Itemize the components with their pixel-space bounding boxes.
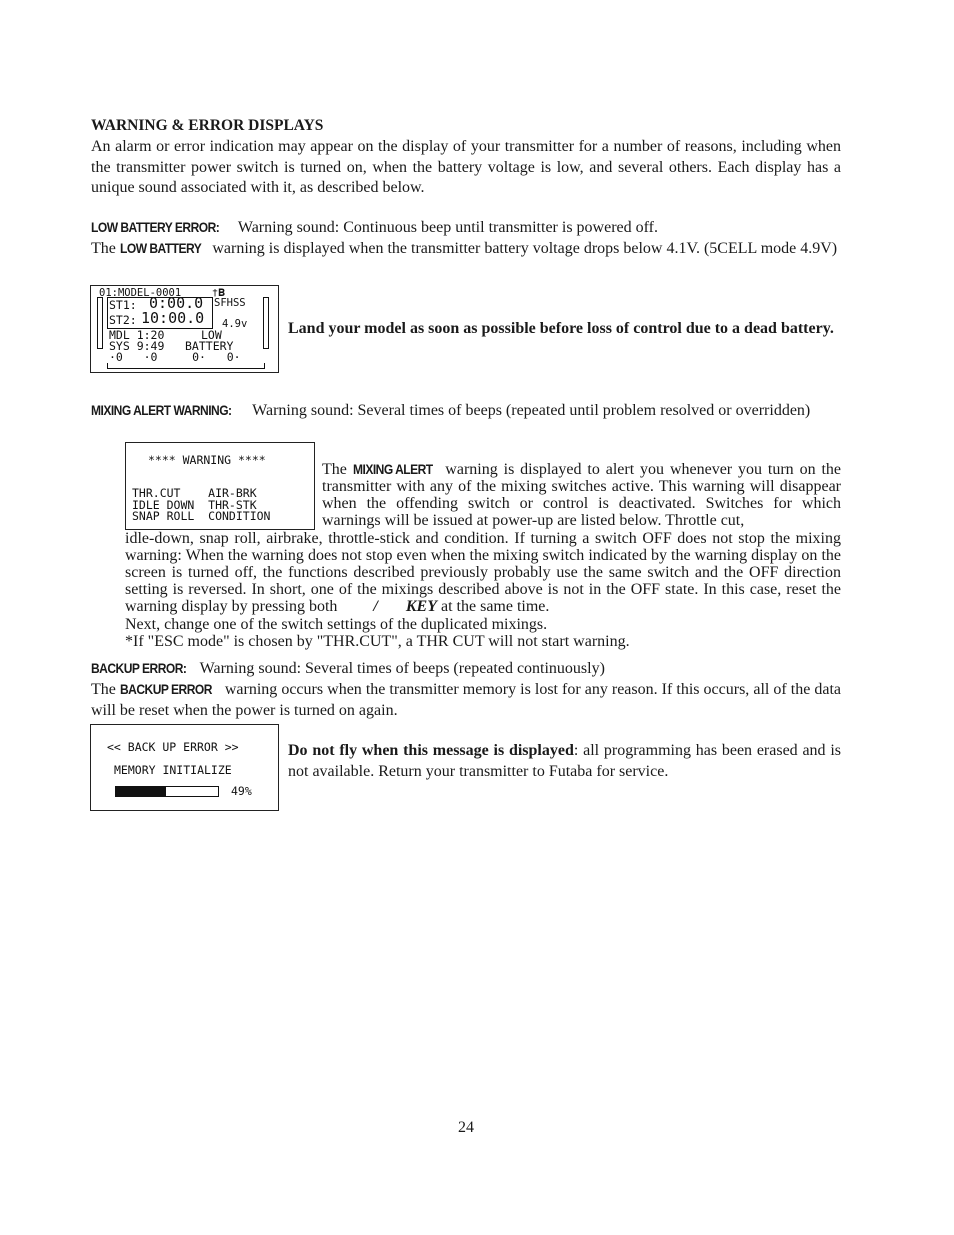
- mixing-desc-rest: idle-down, snap roll, airbrake, throttle-stick and condition. If turning a switch OFF does not stop the mixing warning: When the warning does not stop even when the mixing switch indicated by the warning display on the screen is turned off, the functions described previously probably use the same switch and the OFF direction setting is reversed. In short, one of the mixings described above is not in the OFF state. In this case, reset the warning display by pressing both: [125, 530, 841, 615]
- low-battery-description: [91, 238, 841, 260]
- mixing-lcd-row1: THR.CUT AIR-BRK: [132, 486, 257, 500]
- mixing-heading: MIXING ALERT WARNING:: [91, 402, 232, 418]
- page-number: 24: [458, 1119, 474, 1136]
- st2-label: ST2:: [109, 313, 137, 327]
- backup-advice-bold: Do not fly when this message is displayed: [288, 742, 574, 759]
- mixing-sound: Warning sound: Several times of beeps (repeated until problem resolved or overridden): [248, 402, 811, 419]
- mixing-term: MIXING ALERT: [352, 461, 433, 477]
- lcd-model-line: 01:MODEL-0001: [99, 287, 182, 299]
- backup-desc-post: warning occurs when the transmitter memory is lost for any reason. If this occurs, all of the data will be reset when the power is turned on again.: [91, 681, 842, 719]
- trim-values: ·0 ·0 0· 0·: [109, 350, 241, 364]
- backup-heading-line: [91, 658, 841, 680]
- memory-progress-bar: [115, 786, 219, 797]
- key-label: KEY: [405, 598, 437, 615]
- backup-error-lcd: [90, 724, 279, 811]
- memory-progress-fill: [116, 787, 166, 796]
- antenna-icon: †𝐁: [212, 288, 226, 299]
- low-battery-lcd: [90, 285, 279, 373]
- battery-text: BATTERY: [185, 339, 234, 353]
- mixing-desc-pre: The: [322, 461, 353, 478]
- mixing-note: *If "ESC mode" is chosen by "THR.CUT", a THR CUT will not start warning.: [125, 633, 630, 650]
- st2-value: 10:00.0: [141, 309, 205, 327]
- backup-description: [91, 679, 841, 721]
- backup-lcd-line2: MEMORY INITIALIZE: [114, 763, 232, 777]
- backup-desc-pre: The: [91, 681, 120, 698]
- backup-advice-rest: : all programming has been erased and is not available. Return your transmitter to Futaba for service.: [288, 742, 841, 780]
- mixing-lcd-title: **** WARNING ****: [148, 453, 266, 467]
- intro-paragraph: An alarm or error indication may appear on the display of your transmitter for a number of reasons, including when the transmitter power switch is turned on, when the battery voltage is low, and several others. Each display has a unique sound associated with it, as described below.: [91, 138, 841, 196]
- modulation-mode: SFHSS: [214, 297, 246, 309]
- key-post: at the same time.: [437, 598, 550, 615]
- backup-lcd-line1: << BACK UP ERROR >>: [107, 740, 239, 754]
- backup-heading: BACKUP ERROR:: [91, 660, 187, 676]
- low-battery-heading-line: [91, 217, 841, 239]
- bottom-trim-bar: [107, 363, 265, 369]
- mdl-time: MDL 1:20: [109, 328, 165, 342]
- low-text: LOW: [201, 328, 222, 342]
- low-battery-desc-post: warning is displayed when the transmitter battery voltage drops below 4.1V. (5CELL mode 4.9V): [208, 240, 838, 257]
- mixing-description-rest: [125, 530, 841, 615]
- mixing-next: Next, change one of the switch settings of the duplicated mixings.: [125, 616, 548, 633]
- mixing-lcd-row2: IDLE DOWN THR-STK: [132, 498, 257, 512]
- low-battery-sound: Warning sound: Continuous beep until transmitter is powered off.: [234, 219, 658, 236]
- left-trim-bar: [97, 297, 103, 349]
- sys-time: SYS 9:49: [109, 339, 165, 353]
- st1-value: 0:00.0: [149, 294, 204, 312]
- mixing-warning-lcd: [125, 442, 315, 530]
- progress-percent: 49%: [231, 784, 252, 798]
- backup-sound: Warning sound: Several times of beeps (repeated continuously): [195, 660, 605, 677]
- key-slash: /: [373, 598, 378, 615]
- mixing-lcd-row3: SNAP ROLL CONDITION: [132, 509, 271, 523]
- mixing-desc-side: warning is displayed to alert you whenever you turn on the transmitter with any of the mixing switches active. This warning will disappear when the offending switch or control is deactivated. Switches for which warnings will be issued at power-up are listed below. Throttle cut,: [322, 461, 842, 529]
- backup-advice: [288, 741, 841, 782]
- low-battery-desc-pre: The: [91, 240, 120, 257]
- mixing-description-side: [322, 461, 841, 529]
- low-battery-heading: LOW BATTERY ERROR:: [91, 219, 220, 235]
- low-battery-advice: Land your model as soon as possible before loss of control due to a dead battery.: [288, 320, 834, 337]
- page-title: WARNING & ERROR DISPLAYS: [91, 117, 324, 134]
- voltage-readout: 4.9v: [222, 318, 248, 330]
- mixing-heading-line: [91, 400, 841, 422]
- low-battery-term: LOW BATTERY: [119, 240, 202, 256]
- right-trim-bar: [263, 297, 269, 349]
- st1-label: ST1:: [109, 298, 137, 312]
- backup-term: BACKUP ERROR: [119, 681, 212, 697]
